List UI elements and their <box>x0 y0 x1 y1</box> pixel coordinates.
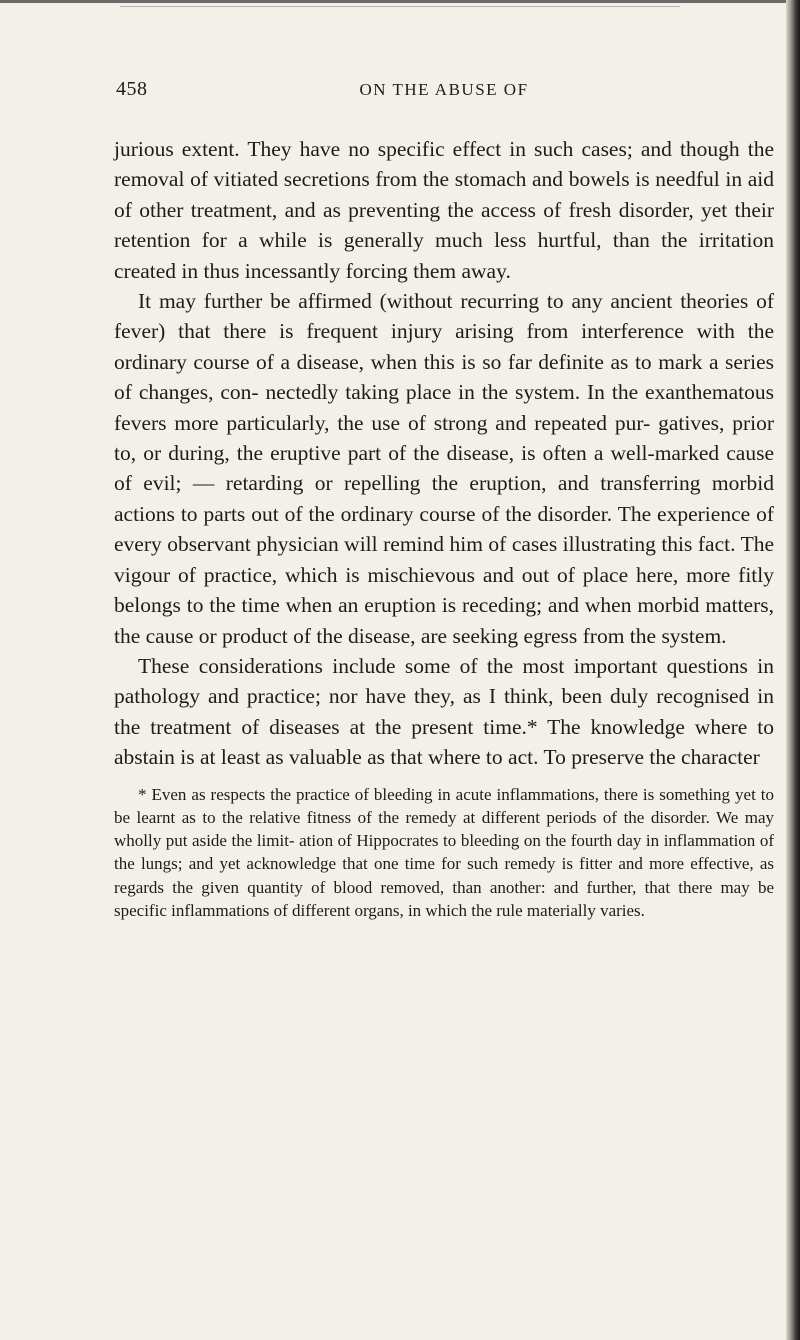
paragraph: It may further be affirmed (without recurring to any ancient theories of fever) that there is frequent injury arising from interference with the ordinary course of a disease, when this is so far definite as to mark a series of changes, con- nectedly taking place in the system. In the exanthematous fevers more particularly, the use of strong and repeated pur- gatives, prior to, or during, the eruptive part of the disease, is often a well-marked cause of evil; — retarding or repelling the eruption, and transferring morbid actions to parts out of the ordinary course of the disorder. The experience of every observant physician will remind him of cases illustrating this fact. The vigour of practice, which is mischievous and out of place here, more fitly belongs to the time when an eruption is receding; and when morbid matters, the cause or product of the disease, are seeking egress from the system. <box>114 289 774 648</box>
top-edge-rule-faint <box>120 6 680 7</box>
book-page <box>114 78 774 922</box>
paragraph-continued: jurious extent. They have no specific effect in such cases; and though the removal of vitiated secretions from the stomach and bowels is needful in aid of other treatment, and as preventing the access of fresh disorder, yet their retention for a while is generally much less hurtful, than the irritation created in thus incessantly forcing them away. <box>114 137 774 283</box>
page-number: 458 <box>116 78 148 100</box>
page-binding-edge <box>786 0 800 1340</box>
top-edge-rule <box>0 0 790 3</box>
running-title: ON THE ABUSE OF <box>359 80 529 99</box>
body-text <box>114 134 774 773</box>
paragraph: These considerations include some of the most important questions in pathology and practice; nor have they, as I think, been duly recognised in the treatment of diseases at the present time.* The knowledge where to abstain is at least as valuable as that where to act. To preserve the character <box>114 653 774 770</box>
footnote: * Even as respects the practice of bleeding in acute inflammations, there is something yet to be learnt as to the relative fitness of the remedy at different periods of the disorder. We may wholly put aside the limit- ation of Hippocrates to bleeding on the fourth day in inflammation of the lungs; and yet acknowledge that one time for such remedy is fitter and more effective, as regards the given quantity of blood removed, than another: and further, that there may be specific inflammations of different organs, in which the rule materially varies. <box>114 784 774 921</box>
page-header <box>114 78 774 114</box>
